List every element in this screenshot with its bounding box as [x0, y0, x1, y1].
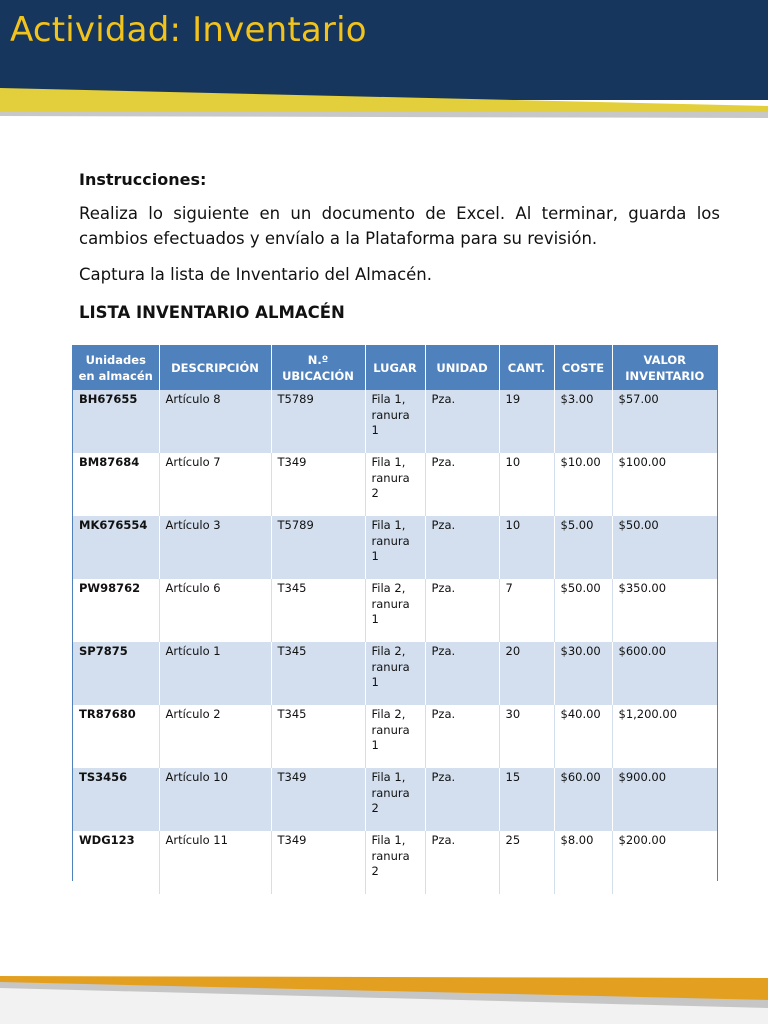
table-row — [73, 579, 717, 642]
header-stripe-yellow — [0, 88, 768, 112]
table-row — [73, 453, 717, 516]
table-cell: T349 — [271, 768, 365, 831]
table-cell: 25 — [499, 831, 554, 894]
table-cell: $50.00 — [612, 516, 717, 579]
page-title: Actividad: Inventario — [10, 10, 367, 50]
table-cell: Fila 2, ranura 1 — [365, 705, 425, 768]
table-row — [73, 831, 717, 894]
table-cell: $10.00 — [554, 453, 612, 516]
table-cell: $3.00 — [554, 390, 612, 453]
instructions-paragraph-2: Captura la lista de Inventario del Almacén. — [79, 265, 432, 284]
table-cell: TS3456 — [73, 768, 159, 831]
table-cell: TR87680 — [73, 705, 159, 768]
table-cell: T349 — [271, 831, 365, 894]
table-cell: 30 — [499, 705, 554, 768]
table-cell: 10 — [499, 516, 554, 579]
column-header: UNIDAD — [425, 345, 499, 390]
table-cell: 7 — [499, 579, 554, 642]
table-cell: T5789 — [271, 516, 365, 579]
table-cell: Fila 1, ranura 1 — [365, 516, 425, 579]
instructions-paragraph-1: Realiza lo siguiente en un documento de Excel. Al terminar, guarda los cambios efectuados y envíalo a la Plataforma para su revisión. — [79, 204, 720, 248]
table-cell: Artículo 1 — [159, 642, 271, 705]
column-header: N.º UBICACIÓN — [271, 345, 365, 390]
table-cell: $600.00 — [612, 642, 717, 705]
list-title: LISTA INVENTARIO ALMACÉN — [79, 303, 345, 322]
table-cell: Pza. — [425, 390, 499, 453]
table-cell: Artículo 3 — [159, 516, 271, 579]
table-row — [73, 390, 717, 453]
table-cell: Artículo 6 — [159, 579, 271, 642]
table-cell: $1,200.00 — [612, 705, 717, 768]
table-header-row — [73, 345, 717, 390]
table-cell: Artículo 8 — [159, 390, 271, 453]
column-header: CANT. — [499, 345, 554, 390]
table-cell: 20 — [499, 642, 554, 705]
table-cell: $200.00 — [612, 831, 717, 894]
table-cell: Fila 2, ranura 1 — [365, 642, 425, 705]
column-header: LUGAR — [365, 345, 425, 390]
table-cell: PW98762 — [73, 579, 159, 642]
table-cell: T349 — [271, 453, 365, 516]
table-cell: $60.00 — [554, 768, 612, 831]
table-cell: T345 — [271, 579, 365, 642]
table-cell: $100.00 — [612, 453, 717, 516]
table-cell: $350.00 — [612, 579, 717, 642]
instructions-heading: Instrucciones: — [79, 170, 207, 189]
table-row — [73, 768, 717, 831]
column-header: Unidades en almacén — [73, 345, 159, 390]
table-cell: Fila 2, ranura 1 — [365, 579, 425, 642]
table-cell: 10 — [499, 453, 554, 516]
table-cell: $8.00 — [554, 831, 612, 894]
table-cell: $30.00 — [554, 642, 612, 705]
table-cell: $5.00 — [554, 516, 612, 579]
inventory-table — [73, 345, 717, 894]
table-cell: 15 — [499, 768, 554, 831]
table-cell: Pza. — [425, 516, 499, 579]
table-cell: $900.00 — [612, 768, 717, 831]
table-cell: MK676554 — [73, 516, 159, 579]
table-cell: Pza. — [425, 705, 499, 768]
footer-stripe — [0, 968, 768, 1024]
table-cell: WDG123 — [73, 831, 159, 894]
table-row — [73, 516, 717, 579]
table-cell: Fila 1, ranura 2 — [365, 831, 425, 894]
table-cell: BH67655 — [73, 390, 159, 453]
column-header: VALOR INVENTARIO — [612, 345, 717, 390]
table-cell: T5789 — [271, 390, 365, 453]
table-cell: Artículo 7 — [159, 453, 271, 516]
table-cell: Fila 1, ranura 2 — [365, 453, 425, 516]
table-cell: SP7875 — [73, 642, 159, 705]
table-cell: Fila 1, ranura 2 — [365, 768, 425, 831]
table-cell: Artículo 2 — [159, 705, 271, 768]
instructions-section — [79, 166, 720, 322]
header-stripe — [0, 84, 768, 124]
column-header: DESCRIPCIÓN — [159, 345, 271, 390]
inventory-table-wrapper — [72, 345, 718, 881]
table-cell: Pza. — [425, 642, 499, 705]
table-cell: $50.00 — [554, 579, 612, 642]
table-cell: Pza. — [425, 831, 499, 894]
table-cell: Artículo 11 — [159, 831, 271, 894]
table-cell: $40.00 — [554, 705, 612, 768]
table-cell: BM87684 — [73, 453, 159, 516]
table-row — [73, 705, 717, 768]
table-cell: Artículo 10 — [159, 768, 271, 831]
table-cell: Pza. — [425, 453, 499, 516]
table-cell: Pza. — [425, 768, 499, 831]
column-header: COSTE — [554, 345, 612, 390]
table-row — [73, 642, 717, 705]
table-cell: Fila 1, ranura 1 — [365, 390, 425, 453]
table-cell: Pza. — [425, 579, 499, 642]
table-cell: $57.00 — [612, 390, 717, 453]
table-cell: 19 — [499, 390, 554, 453]
table-cell: T345 — [271, 705, 365, 768]
table-cell: T345 — [271, 642, 365, 705]
